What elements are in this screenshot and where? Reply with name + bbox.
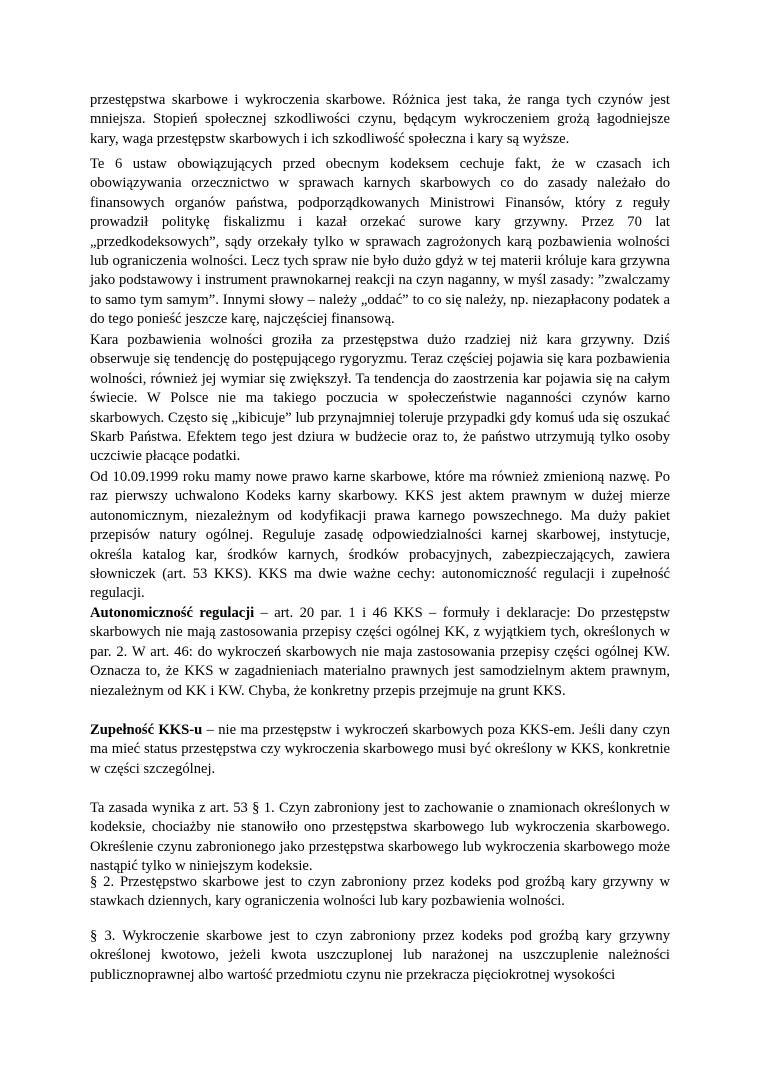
paragraph-history: Te 6 ustaw obowiązujących przed obecnym kodeksem cechuje fakt, że w czasach ich obowiązywania orzecznictwo w sprawach karnych skarbowych co do zasady należało do finansowych organów państwa, podporządkowanych Ministrowi Finansów, który z reguły prowadził politykę fiskalizmu i kazał orzekać surowe kary grzywny. Przez 70 lat „przedkodeksowych”, sądy orzekały tylko w sprawach zagrożonych karą pozbawienia wolności lub ograniczenia wolności. Lecz tych spraw nie było dużo gdyż w tej materii króluje kara grzywna jako podstawowy i instrument prawnokarnej reakcji na czyn naganny, w myśl zasady: ”zwalczamy to samo tym samym”. Innymi słowy – należy „oddać” to co się należy, np. niezapłacony podatek a do tego ponieść jeszcze karę, najczęściej finansową. <box>90 156 670 328</box>
paragraph-autonomy: Autonomiczność regulacji – art. 20 par. 1 i 46 KKS – formuły i deklaracje: Do przestępstw skarbowych nie mają zastosowania przepisy części ogólnej KK, z wyjątkiem tych, określonych w par. 2. W art. 46: do wykroczeń skarbowych nie maja zastosowania przepisy części ogólnej KW. Oznacza to, że KKS w zagadnieniach materialno prawnych jest samodzielnym aktem prawnym, niezależnym od KK i KW. Chyba, że konkretny przepis przejmuje na grunt KKS. <box>90 605 670 699</box>
paragraph-art53-par3: § 3. Wykroczenie skarbowe jest to czyn zabroniony przez kodeks pod groźbą kary grzywny określonej kwotowo, jeżeli kwota uszczuplonej lub narażonej na uszczuplenie należności publicznoprawnej albo wartość przedmiotu czynu nie przekracza pięciokrotnej wysokości <box>90 928 670 983</box>
paragraph-art53-par2: § 2. Przestępstwo skarbowe jest to czyn zabroniony przez kodeks pod groźbą kary grzywny w stawkach dziennych, kary ograniczenia wolności lub kary pozbawienia wolności. <box>90 874 670 910</box>
paragraph-new-code: Od 10.09.1999 roku mamy nowe prawo karne skarbowe, które ma również zmienioną nazwę. Po raz pierwszy uchwalono Kodeks karny skarbowy. KKS jest aktem prawnym w dużej mierze autonomicznym, niezależnym od kodyfikacji prawa karnego powszechnego. Ma duży pakiet przepisów natury ogólnej. Reguluje zasadę odpowiedzialności karnej skarbowej, instytucje, określa katalog kar, środków karnych, środków probacyjnych, zabezpieczających, zawiera słowniczek (art. 53 KKS). KKS ma dwie ważne cechy: autonomiczność regulacji i zupełność regulacji. <box>90 469 670 602</box>
paragraph-penalties: Kara pozbawienia wolności groziła za przestępstwa dużo rzadziej niż kara grzywny. Dziś obserwuje się tendencję do postępującego rygoryzmu. Teraz częściej pojawia się kara pozbawienia wolności, również jej wymiar się zwiększył. Ta tendencja do zaostrzenia kar pojawia się na całym świecie. W Polsce nie ma takiego poczucia w społeczeństwie naganności czynów karno skarbowych. Często się „kibicuje” lub przynajmniej toleruje przypadki gdy komuś uda się oszukać Skarb Państwa. Efektem tego jest dziura w budżecie oraz to, że państwo utrzymują tylko osoby uczciwie płacące podatki. <box>90 332 670 465</box>
paragraph-art53-par1: Ta zasada wynika z art. 53 § 1. Czyn zabroniony jest to zachowanie o znamionach określonych w kodeksie, chociażby nie stanowiło ono przestępstwa skarbowego lub wykroczenia skarbowego. Określenie czynu zabronionego jako przestępstwa skarbowego lub wykroczenia skarbowego może nastąpić tylko w niniejszym kodeksie. <box>90 800 670 875</box>
paragraph-completeness: Zupełność KKS-u – nie ma przestępstw i wykroczeń skarbowych poza KKS-em. Jeśli dany czyn ma mieć status przestępstwa czy wykroczenia skarbowego musi być określony w KKS, konkretnie w części szczególnej. <box>90 722 670 777</box>
autonomy-heading: Autonomiczność regulacji <box>90 605 255 621</box>
paragraph-intro: przestępstwa skarbowe i wykroczenia skarbowe. Różnica jest taka, że ranga tych czynów jest mniejsza. Stopień społecznej szkodliwości czynu, będącym wykroczeniem grożą łagodniejsze kary, waga przestępstw skarbowych i ich szkodliwość społeczna i kary są wyższe. <box>90 92 670 147</box>
completeness-heading: Zupełność KKS-u <box>90 722 203 738</box>
